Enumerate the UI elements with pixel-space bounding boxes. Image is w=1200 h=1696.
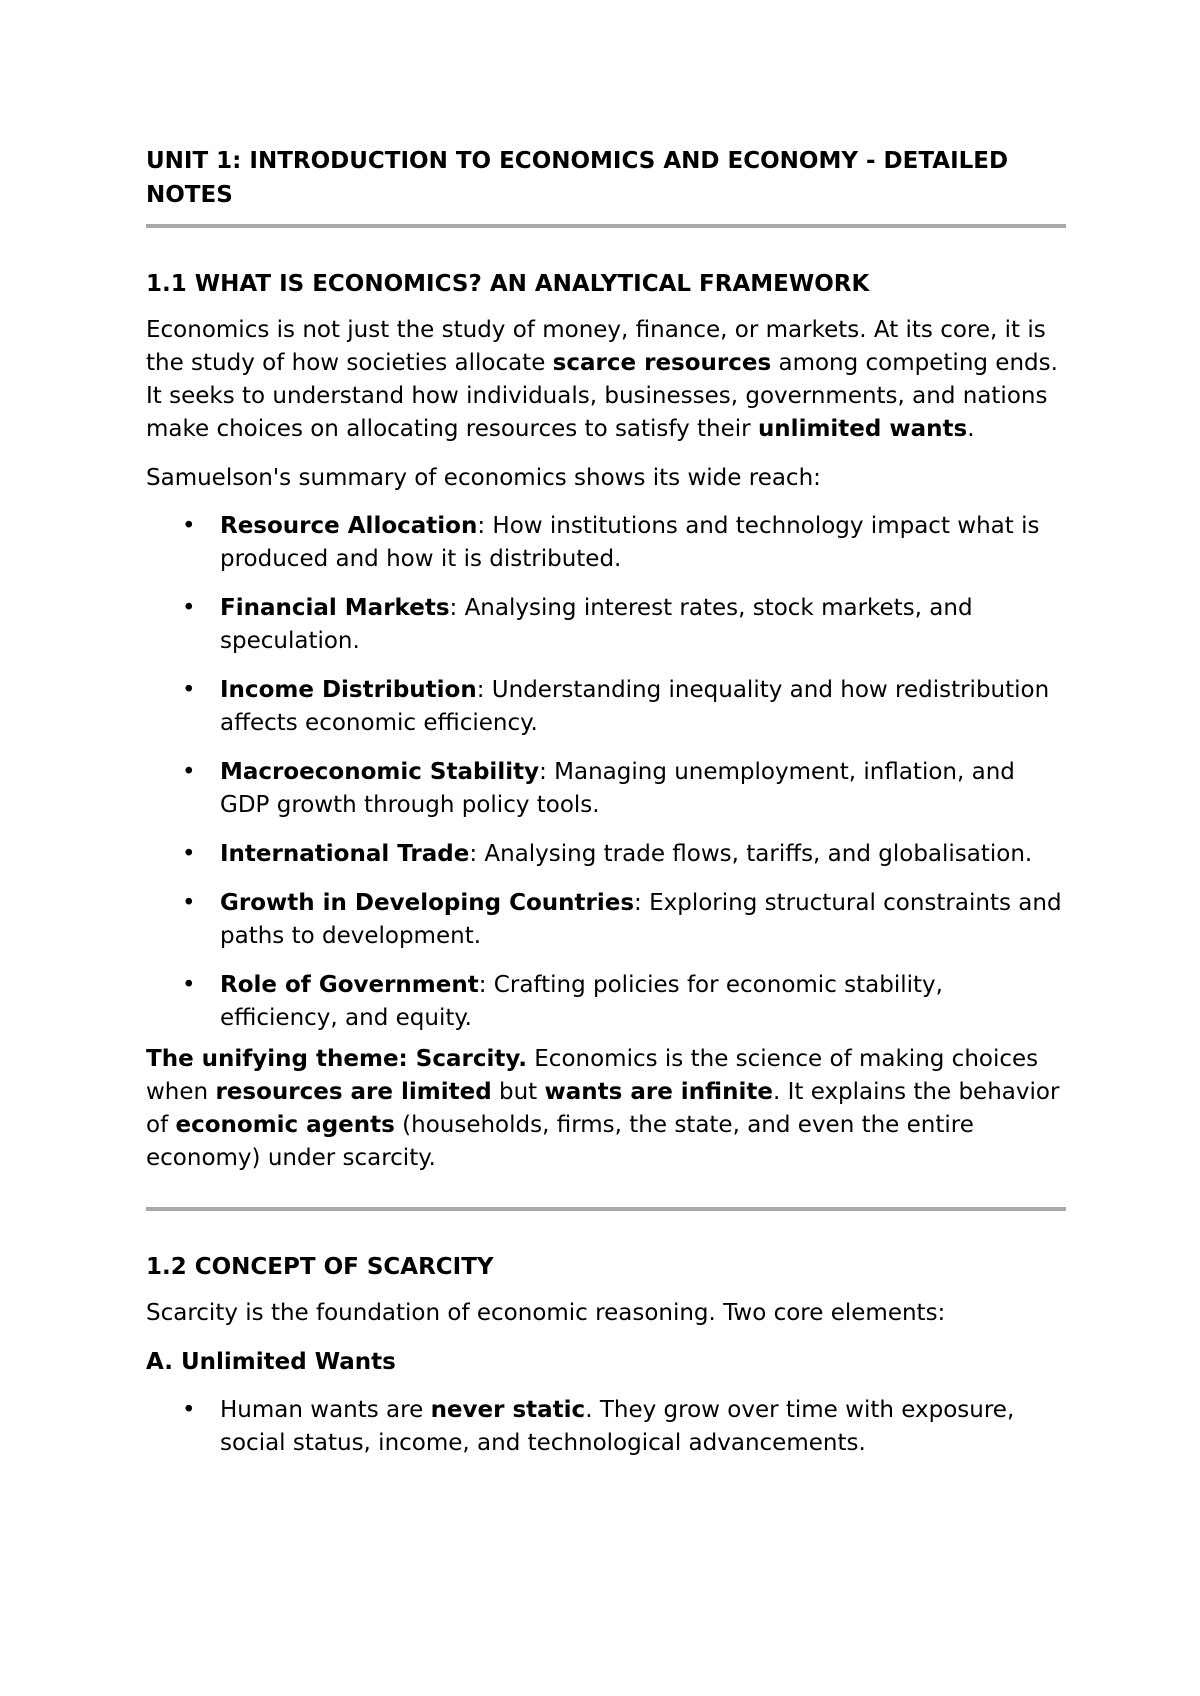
bullet-icon: •: [182, 972, 196, 998]
subheading-unlimited-wants: A. Unlimited Wants: [146, 1349, 396, 1375]
list-item-desc: : Understanding inequality and how redistribution affects economic efficiency.: [220, 677, 1050, 736]
list-item-term: Financial Markets: [220, 595, 450, 621]
unlimited-wants-list: [146, 1394, 1066, 1460]
list-item: [146, 969, 1066, 1035]
bullet-icon: •: [182, 890, 196, 916]
list-item-desc: : Analysing trade flows, tariffs, and globalisation.: [469, 841, 1033, 867]
list-item: [146, 674, 1066, 740]
theme-bold-economic-agents: economic agents: [175, 1112, 395, 1138]
list-item-text-1: Human wants are: [220, 1397, 431, 1423]
divider: [146, 224, 1066, 228]
list-item-term: Macroeconomic Stability: [220, 759, 540, 785]
theme-bold-wants-infinite: wants are infinite: [544, 1079, 773, 1105]
list-item: [146, 838, 1066, 871]
scarcity-intro-paragraph: Scarcity is the foundation of economic reasoning. Two core elements:: [146, 1300, 946, 1326]
list-item: [146, 1394, 1066, 1460]
section-heading-1-2: 1.2 CONCEPT OF SCARCITY: [146, 1254, 494, 1280]
list-item: [146, 592, 1066, 658]
list-item-term: International Trade: [220, 841, 470, 867]
intro-text-2: among competing ends. It seeks to understand how individuals, businesses, governments, and nations make choices on allocating resources to satisfy their: [146, 350, 1058, 442]
list-item-desc: : Analysing interest rates, stock markets, and speculation.: [220, 595, 973, 654]
bullet-icon: •: [182, 841, 196, 867]
document-title: UNIT 1: INTRODUCTION TO ECONOMICS AND ECONOMY - DETAILED NOTES: [146, 148, 1009, 208]
intro-text-1: Economics is not just the study of money, finance, or markets. At its core, it is the study of how societies allocate: [146, 317, 1046, 376]
samuelson-paragraph: Samuelson's summary of economics shows its wide reach:: [146, 465, 821, 491]
list-item-term: Resource Allocation: [220, 513, 478, 539]
bullet-icon: •: [182, 1397, 196, 1423]
theme-bold-resources-limited: resources are limited: [215, 1079, 492, 1105]
intro-text-3: .: [967, 416, 975, 442]
list-item-bold-never-static: never static: [430, 1397, 586, 1423]
list-item-desc: : Managing unemployment, inflation, and GDP growth through policy tools.: [220, 759, 1015, 818]
list-item-desc: : Exploring structural constraints and paths to development.: [220, 890, 1062, 949]
bullet-icon: •: [182, 677, 196, 703]
list-item-term: Growth in Developing Countries: [220, 890, 635, 916]
list-item-desc: : Crafting policies for economic stability, efficiency, and equity.: [220, 972, 943, 1031]
document-page: [146, 130, 1066, 1460]
divider: [146, 1207, 1066, 1211]
bullet-icon: •: [182, 595, 196, 621]
theme-text-3: . It explains the behavior of: [146, 1079, 1060, 1138]
list-item-text-2: . They grow over time with exposure, social status, income, and technological advancements.: [220, 1397, 1015, 1456]
section-heading-1-1: 1.1 WHAT IS ECONOMICS? AN ANALYTICAL FRAMEWORK: [146, 271, 870, 297]
list-item: [146, 887, 1066, 953]
theme-text-4: (households, firms, the state, and even the entire economy) under scarcity.: [146, 1112, 974, 1171]
theme-lead-bold: The unifying theme: Scarcity.: [146, 1046, 527, 1072]
intro-paragraph: [146, 314, 1066, 446]
list-item-term: Role of Government: [220, 972, 479, 998]
theme-text-1: Economics is the science of making choices when: [146, 1046, 1039, 1105]
list-item-desc: : How institutions and technology impact what is produced and how it is distributed.: [220, 513, 1040, 572]
list-item-term: Income Distribution: [220, 677, 477, 703]
intro-bold-unlimited-wants: unlimited wants: [757, 416, 968, 442]
economics-scope-list: [146, 510, 1066, 1035]
theme-text-2: but: [491, 1079, 545, 1105]
unifying-theme-paragraph: [146, 1043, 1066, 1175]
bullet-icon: •: [182, 513, 196, 539]
bullet-icon: •: [182, 759, 196, 785]
list-item: [146, 756, 1066, 822]
list-item: [146, 510, 1066, 576]
intro-bold-scarce-resources: scarce resources: [552, 350, 772, 376]
